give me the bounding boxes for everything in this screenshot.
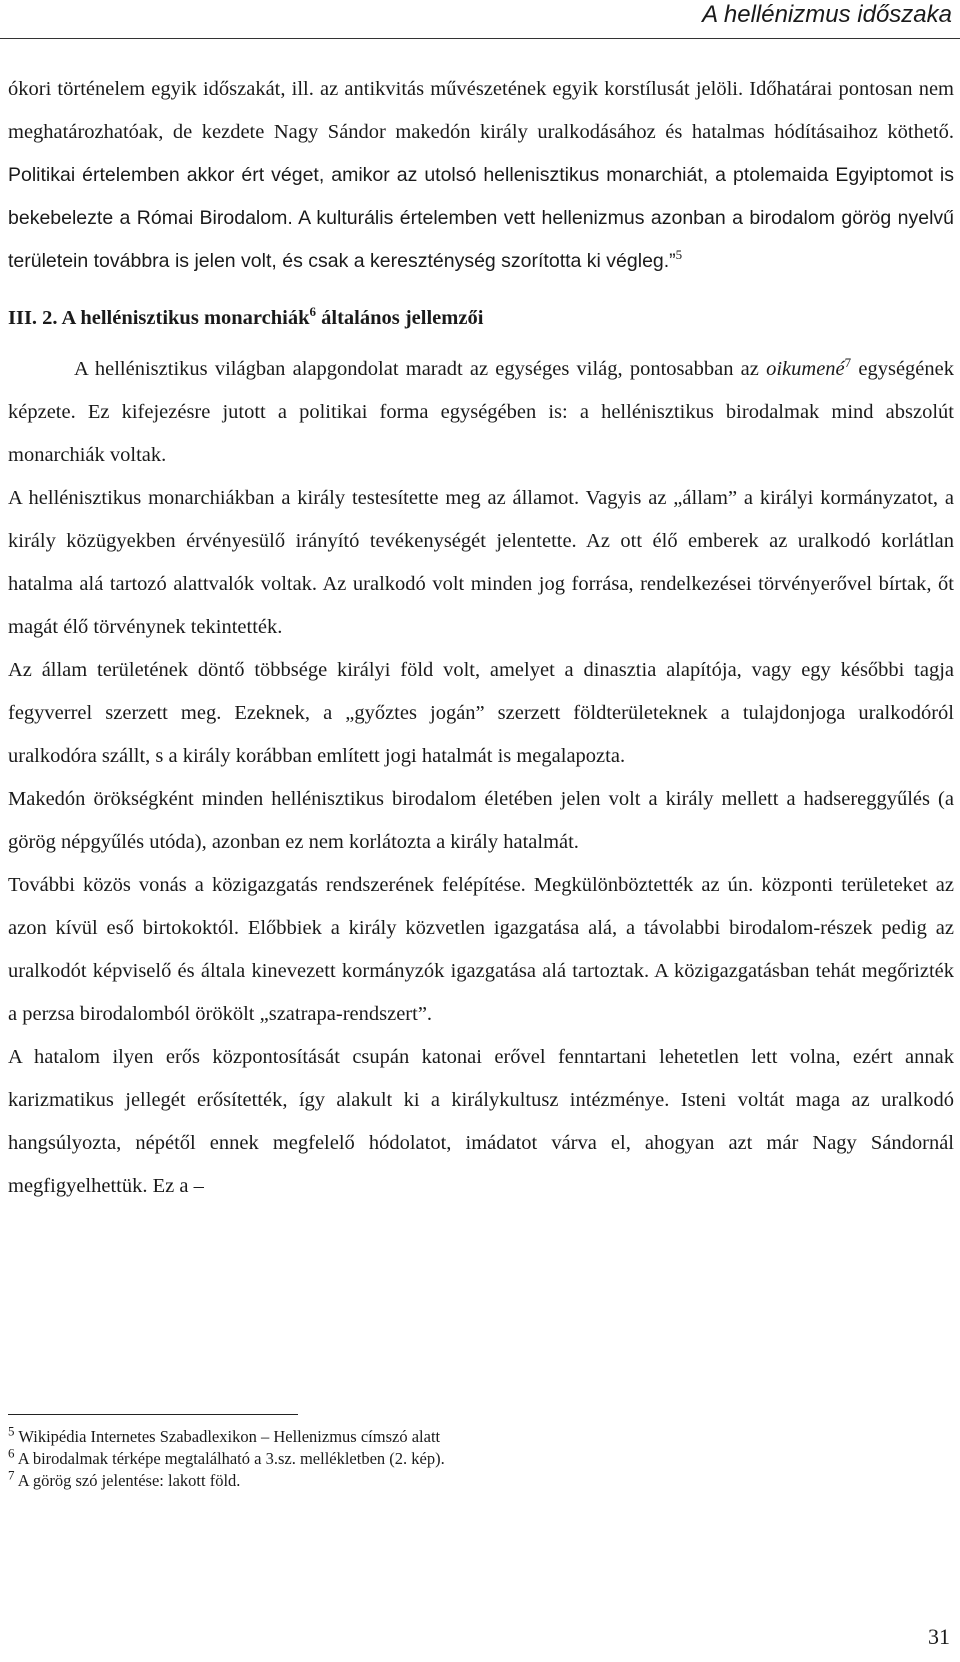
page-body [8, 68, 954, 1208]
footnote-ref-6[interactable]: 6 [309, 304, 316, 320]
footnote-text: A görög szó jelentése: lakott föld. [17, 1471, 241, 1490]
paragraph-text: egységének képzete. Ez kifejezésre jutott a politikai forma egységében is: a hellénisztikus birodalmak mind abszolút monarchiák voltak. [8, 358, 954, 466]
intro-text-a: ókori történelem egyik időszakát, ill. az antikvitás művészetének egyik korstílusát jelöli. Időhatárai pontosan nem meghatározhatóak, de kezdete Nagy Sándor makedón király uralkodásához és hatalmas hódításaihoz köthető. [8, 78, 954, 143]
section-heading [8, 297, 954, 340]
paragraph-land: Az állam területének döntő többsége királyi föld volt, amelyet a dinasztia alapítója, vagy egy későbbi tagja fegyverrel szerzett meg. Ezeknek, a „győztes jogán” szerzett földterületeknek a tulajdonjoga uralkodóról uralkodóra szállt, s a király korábban említett jogi hatalmát is megalapozta. [8, 659, 954, 767]
term-oikumene: oikumené [766, 358, 845, 380]
footnote-ref-5[interactable]: 5 [675, 247, 683, 263]
footnote-ref-7[interactable]: 7 [844, 355, 852, 371]
paragraph-cult: A hatalom ilyen erős központosítását csupán katonai erővel fenntartani lehetetlen lett volna, ezért annak karizmatikus jellegét erősítették, így alakult ki a királykultusz intézménye. Isteni voltát maga az uralkodó hangsúlyozta, népétől ennek megfelelő hódolatot, imádatot várva el, ahogyan azt már Nagy Sándornál megfigyelhettük. Ez a – [8, 1046, 954, 1197]
footnote-number: 5 [8, 1423, 15, 1439]
paragraph-monarchy: A hellénisztikus monarchiákban a király testesítette meg az államot. Vagyis az „állam” a királyi kormányzatot, a király közügyekben érvényesülő irányító tevékenységét jelentette. Az ott élő emberek az uralkodó korlátlan hatalma alá tartozó alattvalók voltak. Az uralkodó volt minden jog forrása, rendelkezései törvényerővel bírtak, őt magát élő törvénynek tekintették. [8, 487, 954, 638]
quote-mark: ” [669, 250, 676, 272]
section-heading-tail: általános jellemzői [321, 307, 484, 329]
footnotes [8, 1423, 948, 1492]
paragraph-administration: További közös vonás a közigazgatás rendszerének felépítése. Megkülönböztették az ún. központi területeket az azon kívül eső birtokoktól. Előbbiek a király közvetlen igazgatása alá, a távolabbi birodalom-részek pedig az uralkodót képviselő és általa kinevezett kormányzók igazgatása alá tartoztak. A közigazgatásban tehát megőrizték a perzsa birodalomból örökölt „szatrapa-rendszert”. [8, 874, 954, 1025]
footnote-5 [8, 1423, 948, 1448]
section-heading-text: III. 2. A hellénisztikus monarchiák [8, 307, 310, 329]
page-number: 31 [928, 1624, 950, 1649]
paragraph-army: Makedón örökségként minden hellénisztikus birodalom életében jelen volt a király mellett a hadsereggyűlés (a görög népgyűlés utóda), azonban ez nem korlátozta a király hatalmát. [8, 788, 954, 853]
footnote-6 [8, 1445, 948, 1470]
footnote-text: A birodalmak térképe megtalálható a 3.sz. mellékletben (2. kép). [17, 1449, 445, 1468]
paragraph-text: A hellénisztikus világban alapgondolat maradt az egységes világ, pontosabban az [74, 358, 759, 380]
header-rule [0, 38, 960, 39]
paragraph-intro [8, 68, 954, 283]
footnote-7 [8, 1467, 948, 1492]
footnote-text: Wikipédia Internetes Szabadlexikon – Hellenizmus címszó alatt [18, 1427, 441, 1446]
footnote-rule [8, 1414, 298, 1415]
paragraph-oikumene [8, 348, 954, 477]
running-header: A hellénizmus időszaka [702, 1, 952, 28]
intro-text-b: Politikai értelemben akkor ért véget, amikor az utolsó hellenisztikus monarchiát, a ptolemaida Egyiptomot is bekebelezte a Római Birodalom. A kulturális értelemben vett hellenizmus azonban a birodalom görög nyelvű területein továbbra is jelen volt, és csak a kereszténység szorította ki végleg. [8, 164, 954, 272]
footnote-number: 6 [8, 1445, 15, 1461]
footnote-number: 7 [8, 1467, 15, 1483]
